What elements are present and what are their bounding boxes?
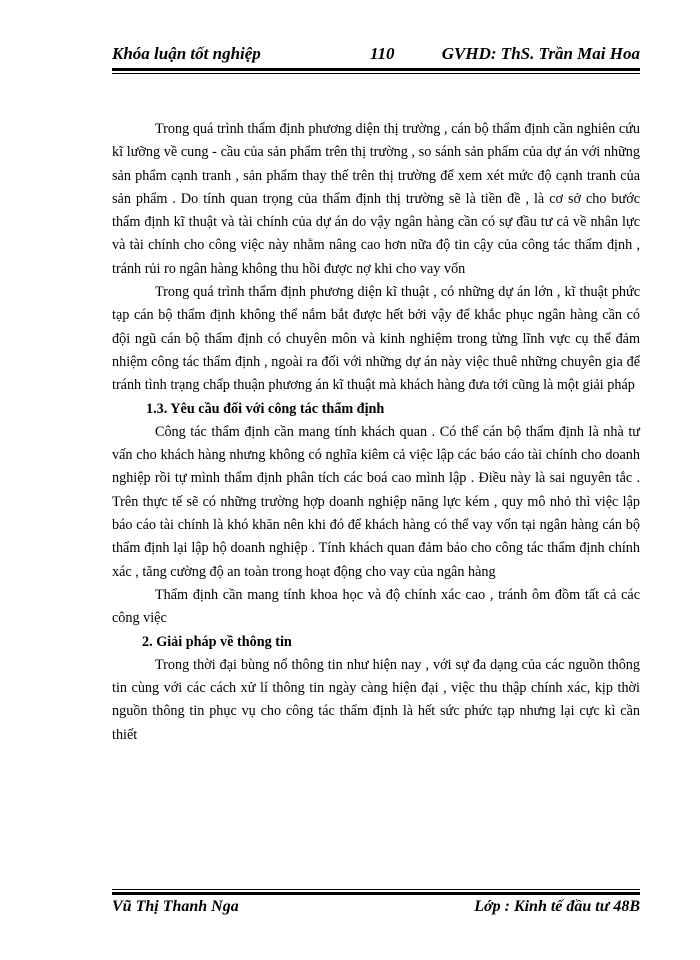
section-heading-information: 2. Giải pháp về thông tin [142, 633, 292, 650]
footer-class: Lớp : Kinh tế đầu tư 48B [474, 898, 640, 915]
page-header [112, 40, 640, 68]
page-footer [112, 896, 640, 920]
header-thesis-title: Khóa luận tốt nghiệp [112, 44, 261, 63]
footer-author: Vũ Thị Thanh Nga [112, 898, 239, 915]
footer-rule-thick [112, 892, 640, 895]
paragraph-objectivity: Công tác thẩm định cần mang tính khách quan . Có thể cán bộ thẩm định là nhà tư vấn cho khách hàng nhưng không có nghĩa kiêm cả việc lập các báo cáo tài chính cho doanh nghiệp rồi tự mình thẩm định phân tích các boá cao mình lập . Điều này là sai nguyên tắc . Trên thực tế sẽ có những trường hợp doanh nghiệp năng lực kém , quy mô nhỏ thì việc lập báo cáo tài chính là khó khăn nên khi đó để khách hàng có thể vay vốn tại ngân hàng cán bộ thẩm định lại lập hộ doanh nghiệp . Tính khách quan đảm bảo cho công tác thẩm định chính xác , tăng cường độ an toàn trong hoạt động cho vay của ngân hàng [112, 423, 640, 580]
paragraph-information-era: Trong thời đại bùng nổ thông tin như hiện nay , với sự đa dạng của các nguồn thông tin cùng với các cách xử lí thông tin ngày càng hiện đại , việc thu thập chính xác, kịp thời nguồn thông tin phục vụ cho công tác thẩm định là hết sức phức tạp nhưng lại cực kì cần thiết [112, 656, 640, 743]
paragraph-market-appraisal: Trong quá trình thẩm định phương diện thị trường , cán bộ thẩm định cần nghiên cứu kĩ lưỡng về cung - cầu của sản phẩm trên thị trường , so sánh sản phẩm của dự án với những sản phẩm cạnh tranh , sản phẩm thay thế trên thị trường để xem xét mức độ cạnh tranh của sản phẩm . Do tính quan trọng của thẩm định thị trường sẽ là tiền đề , là cơ sở cho bước thẩm định kĩ thuật và tài chính của dự án do vậy ngân hàng cần có sự đầu tư cả về nhân lực và tài chính cho công việc này nhằm nâng cao hơn nữa độ tin cậy của công tác thẩm định , tránh rủi ro ngân hàng không thu hồi được nợ khi cho vay vốn [112, 121, 640, 277]
paragraph-scientific: Thẩm định cần mang tính khoa học và độ chính xác cao , tránh ôm đồm tất cả các công việc [112, 586, 640, 627]
header-supervisor: GVHD: ThS. Trần Mai Hoa [441, 44, 640, 63]
footer-rule-thin [112, 889, 640, 890]
header-rule-thick [112, 68, 640, 71]
header-page-number: 110 [370, 44, 395, 63]
paragraph-technical-appraisal: Trong quá trình thẩm định phương diện kĩ thuật , có những dự án lớn , kĩ thuật phức tạp cán bộ thẩm định không thể nắm bắt được hết bởi vậy để khắc phục ngân hàng cần có đội ngũ cán bộ thẩm định có chuyên môn và kinh nghiệm trong từng lĩnh vực cụ thể đảm nhiệm công tác thẩm định , ngoài ra đối với những dự án này việc thuê những chuyên gia để tránh tình trạng chấp thuận phương án kĩ thuật mà khách hàng đưa tới cũng là một giải pháp [112, 284, 640, 394]
page-body [112, 118, 640, 747]
section-heading-requirements: 1.3. Yêu cầu đối với công tác thẩm định [146, 400, 385, 417]
header-rule-thin [112, 73, 640, 74]
